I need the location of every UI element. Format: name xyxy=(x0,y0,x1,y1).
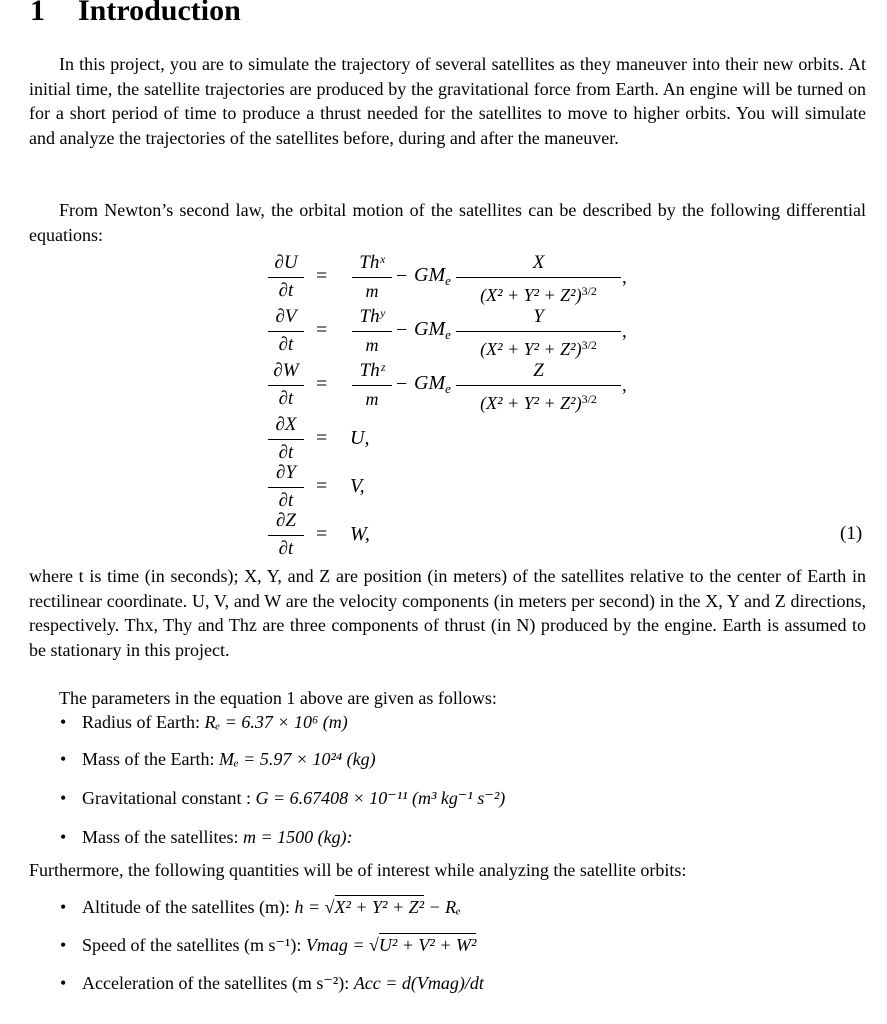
quantity-altitude: • Altitude of the satellites (m): h = √X² + Y² + Z² − Rₑ xyxy=(60,897,461,917)
velocity-rhs: W, xyxy=(350,523,370,545)
comma: , xyxy=(622,375,627,396)
furthermore-paragraph: Furthermore, the following quantities will be of interest while analyzing the satellite orbits: xyxy=(29,860,687,880)
bullet-dot: • xyxy=(60,973,67,993)
intro-paragraph: In this project, you are to simulate the trajectory of several satellites as they maneuver into their new orbits. At initial time, the satellite trajectories are produced by the gravitational force from Earth. An engine will be turned on for a short period of time to produce a thrust needed for the satellites to move to higher orbits. You will simulate and analyze the trajectories of the satellites before, during and after the maneuver. xyxy=(29,54,866,148)
sqrt-symbol: √ xyxy=(369,935,379,955)
velocity-rhs: V, xyxy=(350,475,365,497)
gravity-coefficient: $GM_e$ xyxy=(414,372,451,396)
gravity-term: Y $(X^2 + Y^2 + Z^2)^{3/2}$ xyxy=(456,306,621,360)
quantity-speed: • Speed of the satellites (m s⁻¹): Vmag = √U² + V² + W² xyxy=(60,935,477,955)
derivative-lhs: ∂X ∂t xyxy=(268,414,304,464)
thrust-term: Thᶻ m xyxy=(352,360,392,410)
radicand: X² + Y² + Z² xyxy=(334,897,424,917)
minus-sign: − xyxy=(396,373,408,395)
derivative-lhs: ∂Y ∂t xyxy=(268,462,304,512)
derivative-lhs: ∂V ∂t xyxy=(268,306,304,356)
equals-sign: = xyxy=(316,523,328,545)
comma: , xyxy=(622,267,627,288)
param-gravitational-constant: • Gravitational constant : G = 6.67408 × 10⁻¹¹ (m³ kg⁻¹ s⁻²) xyxy=(60,788,506,808)
quantity-acceleration: • Acceleration of the satellites (m s⁻²): Acc = d(Vmag)/dt xyxy=(60,973,484,993)
gravity-term: X $(X^2 + Y^2 + Z^2)^{3/2}$ xyxy=(456,252,621,306)
minus-sign: − xyxy=(396,265,408,287)
bullet-dot: • xyxy=(60,897,67,917)
thrust-term: Thʸ m xyxy=(352,306,392,356)
bullet-dot: • xyxy=(60,935,67,955)
gravity-coefficient: $GM_e$ xyxy=(414,318,451,342)
derivative-lhs: ∂W ∂t xyxy=(268,360,304,410)
radicand: U² + V² + W² xyxy=(378,935,477,955)
equation-row xyxy=(0,510,887,566)
param-radius: • Radius of Earth: Rₑ = 6.37 × 10⁶ (m) xyxy=(60,712,348,732)
equals-sign: = xyxy=(316,373,328,395)
equation-row xyxy=(0,252,887,308)
section-title: Introduction xyxy=(78,0,241,27)
derivative-lhs: ∂Z ∂t xyxy=(268,510,304,560)
thrust-term: Thˣ m xyxy=(352,252,392,302)
param-mass-satellite: • Mass of the satellites: m = 1500 (kg): xyxy=(60,827,353,847)
equals-sign: = xyxy=(316,475,328,497)
equation-row xyxy=(0,306,887,362)
derivative-lhs: ∂U ∂t xyxy=(268,252,304,302)
equals-sign: = xyxy=(316,319,328,341)
equation-row xyxy=(0,360,887,416)
minus-sign: − xyxy=(396,319,408,341)
gravity-coefficient: $GM_e$ xyxy=(414,264,451,288)
bullet-dot: • xyxy=(60,788,67,808)
bullet-dot: • xyxy=(60,749,67,769)
sqrt-symbol: √ xyxy=(324,897,335,917)
bullet-dot: • xyxy=(60,827,67,847)
bullet-dot: • xyxy=(60,712,67,732)
params-intro-paragraph: The parameters in the equation 1 above are given as follows: xyxy=(59,688,497,708)
comma: , xyxy=(622,321,627,342)
where-paragraph: where t is time (in seconds); X, Y, and Z are position (in meters) of the satellites relative to the center of Earth in rectilinear coordinate. U, V, and W are the velocity components (in meters per second) in the X, Y and Z directions, respectively. Thx, Thy and Thz are three components of thrust (in N) produced by the engine. Earth is assumed to be stationary in this project. xyxy=(29,566,866,660)
param-mass-earth: • Mass of the Earth: Mₑ = 5.97 × 10²⁴ (kg) xyxy=(60,749,376,769)
gravity-term: Z $(X^2 + Y^2 + Z^2)^{3/2}$ xyxy=(456,360,621,414)
section-number: 1 xyxy=(30,0,45,27)
section-heading xyxy=(30,0,241,28)
equals-sign: = xyxy=(316,427,328,449)
velocity-rhs: U, xyxy=(350,427,370,449)
newton-paragraph: From Newton’s second law, the orbital motion of the satellites can be described by the following differential equations: xyxy=(29,200,866,245)
equals-sign: = xyxy=(316,265,328,287)
equation-number: (1) xyxy=(840,523,863,544)
